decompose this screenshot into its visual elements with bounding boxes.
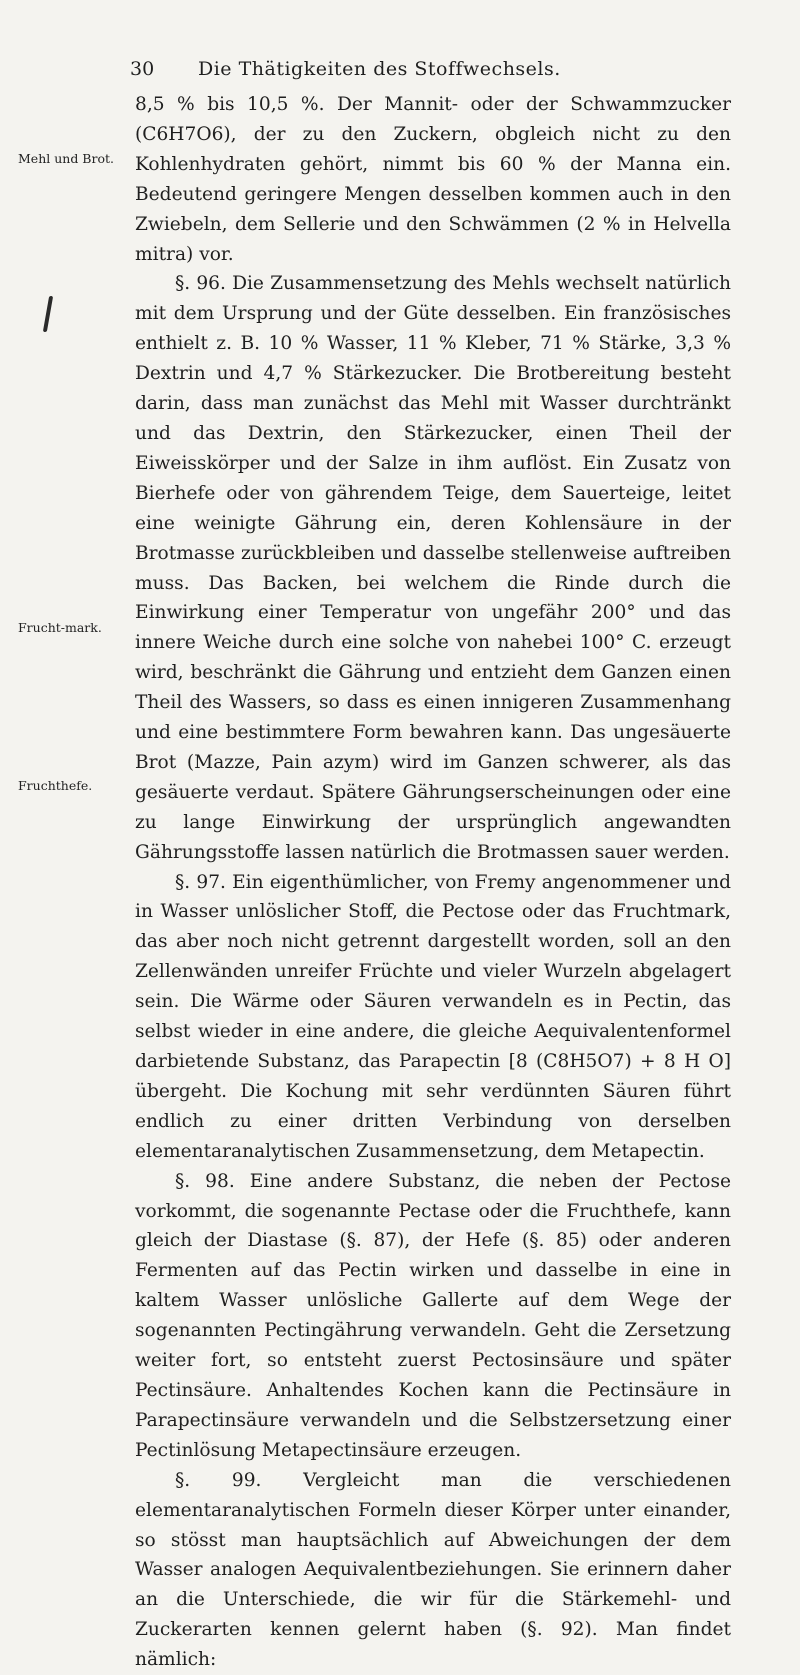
paragraph-97: §. 97. Ein eigenthümlicher, von Fremy angenommener und in Wasser unlöslicher Stoff, die Pectose oder das Fruchtmark, das aber noch nicht getrennt dargestellt worden, soll an den Zellenwänden unreifer Früchte und vieler Wurzeln abgelagert sein. Die Wärme oder Säuren verwandeln es in Pectin, das selbst wieder in eine andere, die gleiche Aequivalentenformel darbietende Substanz, das Parapectin [8 (C8H5O7) + 8 H O] übergeht. Die Kochung mit sehr verdünnten Säuren führt endlich zu einer dritten Verbindung von derselben elementaranalytischen Zusammensetzung, dem Metapectin. <box>135 871 731 1162</box>
page-body <box>135 90 731 1675</box>
margin-ink-mark <box>43 296 53 332</box>
paragraph-continued: 8,5 % bis 10,5 %. Der Mannit- oder der Schwammzucker (C6H7O6), der zu den Zuckern, obgleich nicht zu den Kohlenhydraten gehört, nimmt bis 60 % der Manna ein. Bedeutend geringere Mengen desselben kommen auch in den Zwiebeln, dem Sellerie und den Schwämmen (2 % in Helvella mitra) vor. <box>135 94 731 265</box>
margin-note-mehl: Mehl und Brot. <box>18 151 114 166</box>
running-title: Die Thätigkeiten des Stoffwechsels. <box>198 58 561 80</box>
paragraph-99: §. 99. Vergleicht man die verschiedenen elementaranalytischen Formeln dieser Körper unter einander, so stösst man hauptsächlich auf Abweichungen der dem Wasser analogen Aequivalentbeziehungen. Sie erinnern daher an die Unterschiede, die wir für die Stärkemehl- und Zuckerarten kennen gelernt haben (§. 92). Man findet nämlich: <box>135 1469 731 1671</box>
page-number: 30 <box>130 58 155 80</box>
margin-note-fruchthefe: Fruchthefe. <box>18 778 93 793</box>
page-header <box>130 58 730 82</box>
paragraph-98: §. 98. Eine andere Substanz, die neben der Pectose vorkommt, die sogenannte Pectase oder die Fruchthefe, kann gleich der Diastase (§. 87), der Hefe (§. 85) oder anderen Fermenten auf das Pectin wirken und dasselbe in eine in kaltem Wasser unlösliche Gallerte auf dem Wege der sogenannten Pectingährung verwandeln. Geht die Zersetzung weiter fort, so entsteht zuerst Pectosinsäure und später Pectinsäure. Anhaltendes Kochen kann die Pectinsäure in Parapectinsäure verwandeln und die Selbstzersetzung einer Pectinlösung Metapectinsäure erzeugen. <box>135 1170 731 1461</box>
paragraph-96: §. 96. Die Zusammensetzung des Mehls wechselt natürlich mit dem Ursprung und der Güte desselben. Ein französisches enthielt z. B. 10 % Wasser, 11 % Kleber, 71 % Stärke, 3,3 % Dextrin und 4,7 % Stärkezucker. Die Brotbereitung besteht darin, dass man zunächst das Mehl mit Wasser durchtränkt und das Dextrin, den Stärkezucker, einen Theil der Eiweisskörper und der Salze in ihm auflöst. Ein Zusatz von Bierhefe oder von gährendem Teige, dem Sauerteige, leitet eine weinigte Gährung ein, deren Kohlensäure in der Brotmasse zurückbleiben und dasselbe stellenweise auftreiben muss. Das Backen, bei welchem die Rinde durch die Einwirkung einer Temperatur von ungefähr 200° und das innere Weiche durch eine solche von nahebei 100° C. erzeugt wird, beschränkt die Gährung und entzieht dem Ganzen einen Theil des Wassers, so dass es einen innigeren Zusammenhang und eine bestimmtere Form bewahren kann. Das ungesäuerte Brot (Mazze, Pain azym) wird im Ganzen schwerer, als das gesäuerte verdaut. Spätere Gährungserscheinungen oder eine zu lange Einwirkung der ursprünglich angewandten Gährungsstoffe lassen natürlich die Brotmassen sauer werden. <box>135 273 731 863</box>
margin-note-frucht: Frucht-mark. <box>18 620 102 635</box>
